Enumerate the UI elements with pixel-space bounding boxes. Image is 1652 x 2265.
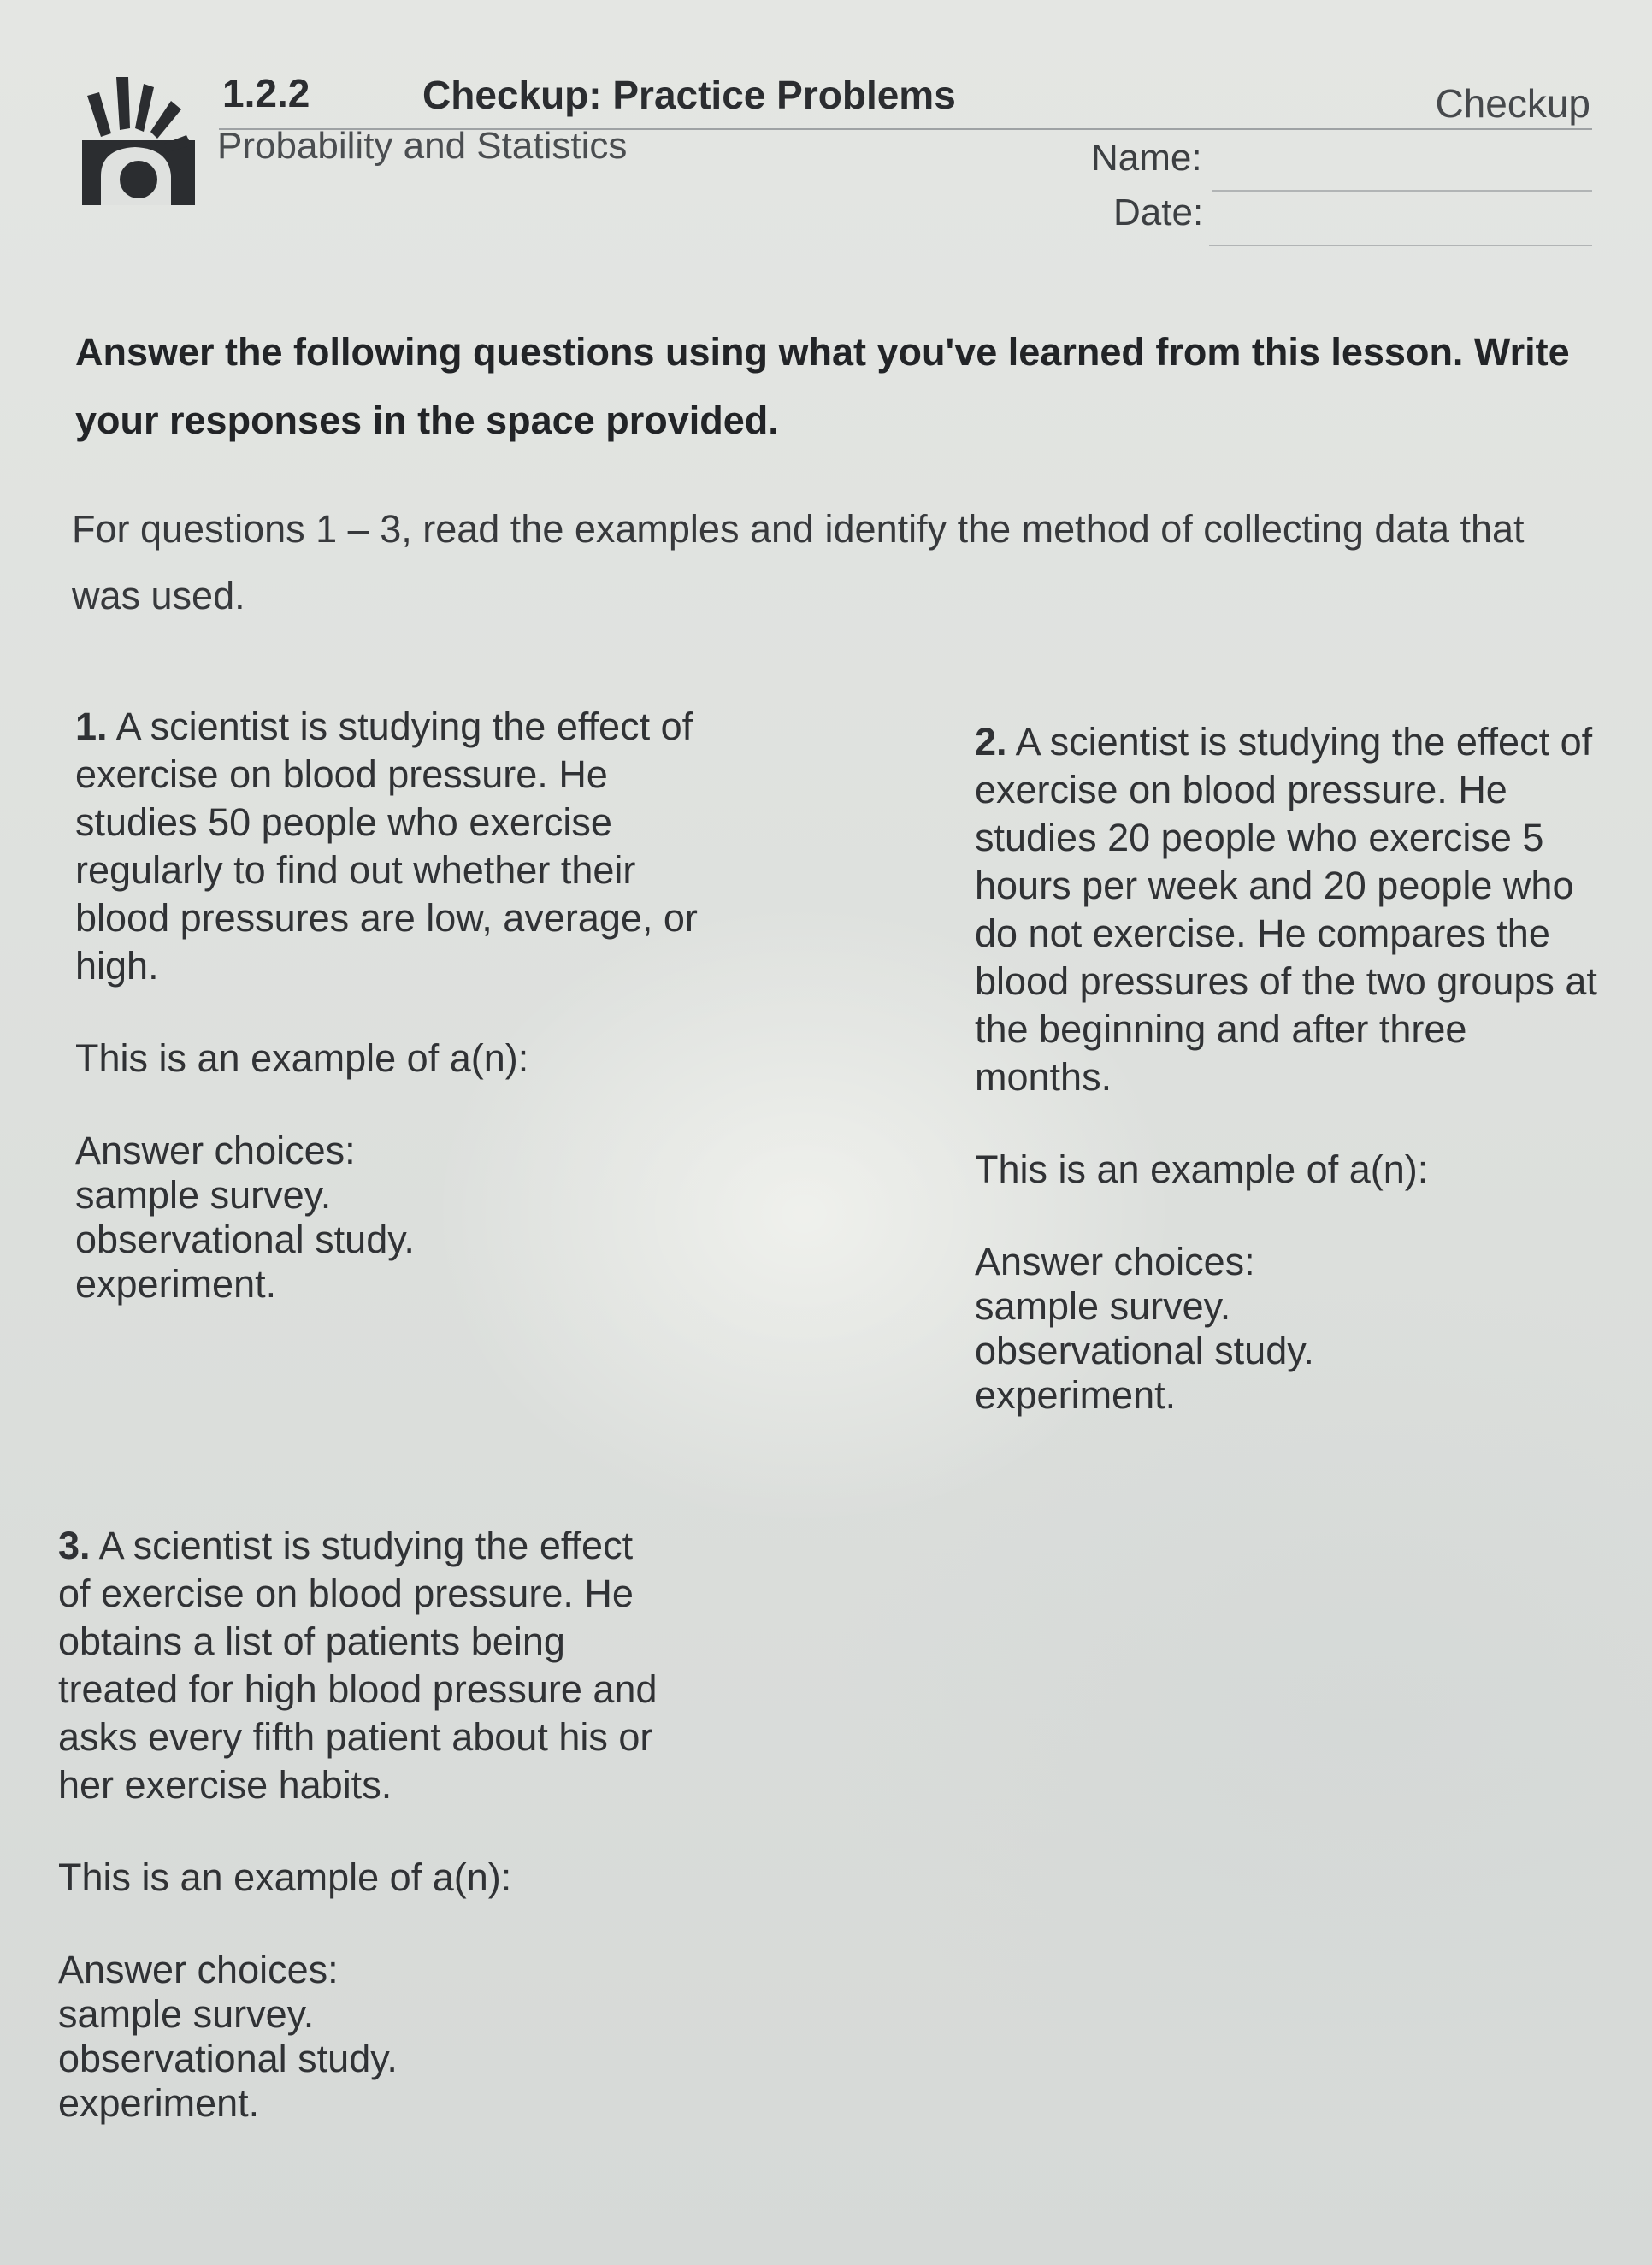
answer-choices-label: Answer choices: [975,1240,1255,1283]
choice-sample-survey: sample survey. [75,1173,332,1217]
document-type-label: Checkup [1435,81,1590,126]
question-body: A scientist is studying the effect of exercise on blood pressure. He studies 50 people who exercise regularly to find out whether their blood pressures are low, average, or high. [75,705,698,988]
date-label: Date: [1113,192,1204,233]
question-text [975,718,1608,1101]
instructions-text: Answer the following questions using what you've learned from this lesson. Write your responses in the space provided. [75,330,1570,442]
question-number: 2. [975,720,1007,764]
intro-text: For questions 1 – 3, read the examples and identify the method of collecting data that was used. [72,507,1525,617]
choice-sample-survey: sample survey. [58,1992,315,2036]
question-prompt: This is an example of a(n): [975,1147,1429,1191]
question-3 [58,1522,674,2126]
answer-choices-label: Answer choices: [58,1948,339,1991]
course-name: Probability and Statistics [217,125,628,167]
name-label: Name: [1091,137,1202,179]
lesson-number: 1.2.2 [222,71,310,115]
question-text [75,703,699,990]
question-text [58,1522,674,1809]
choice-observational-study: observational study. [75,1218,415,1261]
answer-choices [58,1948,674,2126]
choice-observational-study: observational study. [975,1329,1314,1372]
lesson-title: Checkup: Practice Problems [422,73,956,117]
question-prompt: This is an example of a(n): [58,1855,512,1899]
question-prompt: This is an example of a(n): [75,1036,529,1080]
question-2 [975,718,1608,1418]
choice-experiment: experiment. [58,2081,260,2125]
choice-observational-study: observational study. [58,2037,398,2080]
answer-choices [975,1240,1608,1418]
question-body: A scientist is studying the effect of exercise on blood pressure. He studies 20 people who exercise 5 hours per week and 20 people who do not exercise. He compares the blood pressures of the two groups at the beginning and after three months. [975,720,1597,1099]
sun-hand-logo-icon [82,67,195,205]
date-field-line[interactable] [1209,245,1592,246]
answer-choices-label: Answer choices: [75,1129,356,1172]
question-number: 1. [75,705,108,748]
question-number: 3. [58,1524,91,1567]
answer-choices [75,1129,699,1307]
choice-sample-survey: sample survey. [975,1284,1231,1328]
question-1 [75,703,699,1307]
choice-experiment: experiment. [75,1262,277,1306]
name-field-line[interactable] [1212,190,1592,192]
choice-experiment: experiment. [975,1373,1177,1417]
question-body: A scientist is studying the effect of exercise on blood pressure. He obtains a list of patients being treated for high blood pressure and asks every fifth patient about his or her exercise habits. [58,1524,658,1807]
